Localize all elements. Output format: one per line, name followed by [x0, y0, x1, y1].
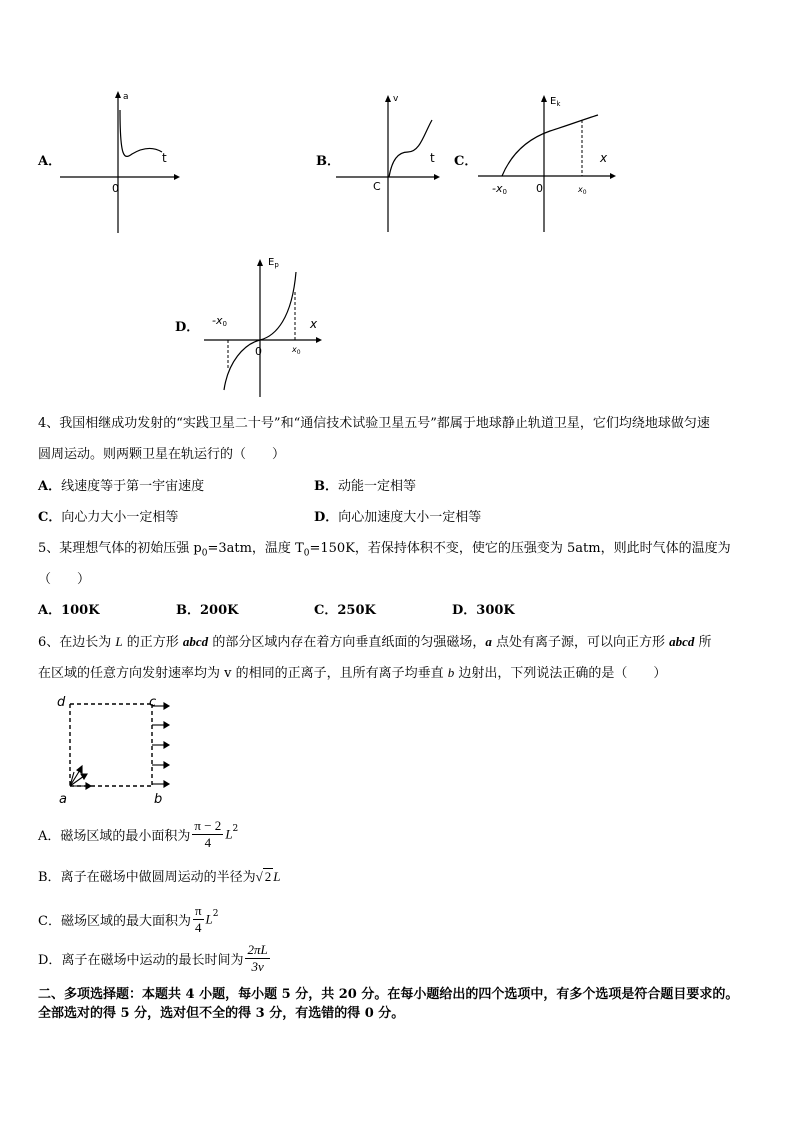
q5-sub2: 0 [303, 548, 310, 559]
graph-d-x0-main: x [292, 345, 297, 354]
graph-c-y-letter: E [550, 96, 557, 107]
graph-d [200, 252, 324, 397]
q6-option-d-fraction [245, 942, 269, 975]
graph-c-x0-main: x [578, 185, 583, 194]
q6-t6: 在区域的任意方向发射速率均为 v 的相同的正离子，且所有离子均垂直 [38, 666, 448, 681]
q6-option-c[interactable] [38, 903, 219, 936]
q5-text-a: 5、某理想气体的初始压强 p [38, 541, 202, 556]
q5-option-a-text: 100K [61, 603, 100, 618]
q4-option-c[interactable] [38, 509, 178, 527]
graph-b-origin: C [373, 180, 381, 193]
q6-stem-line1 [38, 633, 712, 652]
q5-option-c[interactable] [314, 602, 376, 620]
graph-c-neg-x0-main: -x [492, 182, 503, 195]
q6-a: a [485, 634, 492, 649]
q6-option-c-den: 4 [195, 920, 202, 935]
q6-option-d-num: 2πL [247, 942, 268, 957]
q4-option-a[interactable] [38, 478, 204, 496]
q6-t3: 的部分区域内存在着方向垂直纸面的匀强磁场， [208, 635, 486, 650]
q6-option-d-text: 离子在磁场中运动的最长时间为 [61, 953, 244, 968]
q5-stem-line2: （ ） [38, 572, 91, 587]
q6-option-c-label: C． [38, 914, 61, 929]
graph-d-x-label: x [310, 317, 318, 331]
q6-fig-b: b [154, 792, 163, 807]
graph-d-y-sub: p [274, 261, 279, 269]
q6-option-a-sup: 2 [232, 823, 239, 834]
q6-option-a-fraction [192, 818, 223, 851]
q6-option-c-sup: 2 [212, 908, 219, 919]
q6-option-b-L: L [273, 869, 281, 884]
graph-c-origin: 0 [536, 182, 543, 195]
q5-option-b-text: 200K [200, 603, 239, 618]
q6-option-a-num: π − 2 [194, 818, 222, 833]
graph-d-neg-x0 [212, 314, 227, 328]
q5-option-d[interactable] [452, 602, 515, 620]
q4-option-d[interactable] [314, 509, 481, 527]
q6-b: b [447, 665, 455, 680]
q6-option-c-fraction [193, 903, 204, 936]
graph-c-x-label: x [600, 151, 608, 165]
graph-b-x-label: t [430, 151, 435, 165]
graph-c-x0-sub: 0 [582, 189, 587, 196]
q5-option-b[interactable] [176, 602, 238, 620]
q6-option-a-text: 磁场区域的最小面积为 [60, 829, 191, 844]
graph-d-x0 [291, 345, 301, 356]
q6-abcd2: abcd [669, 634, 695, 649]
q6-abcd: abcd [182, 634, 209, 649]
q4-stem-line1: 4、我国相继成功发射的“实践卫星二十号”和“通信技术试验卫星五号”都属于地球静止轨道卫星，它们均绕地球做匀速 [38, 416, 710, 431]
graph-a-origin: 0 [112, 182, 119, 195]
q5-option-b-label: B． [176, 603, 200, 618]
section2-header-line2: 全部选对的得 5 分，选对但不全的得 3 分，有选错的得 0 分。 [38, 1006, 405, 1021]
q6-stem-line2 [38, 664, 666, 683]
q6-option-a[interactable] [38, 818, 238, 851]
graph-c-label: C． [454, 154, 478, 169]
q4-option-d-text: 向心加速度大小一定相等 [338, 510, 482, 525]
q6-t7: 边射出，下列说法正确的是（ ） [454, 666, 667, 681]
graph-a-y-label: a [123, 92, 129, 102]
q5-option-c-text: 250K [337, 603, 376, 618]
q5-option-d-label: D． [452, 603, 477, 618]
q5-text-c: =150K，若保持体积不变，使它的压强变为 5atm，则此时气体的温度为 [309, 541, 731, 556]
q6-option-d-label: D． [38, 953, 62, 968]
graph-c-y-sub: k [556, 100, 561, 108]
graph-a [60, 88, 180, 233]
q4-option-a-text: 线速度等于第一宇宙速度 [61, 479, 205, 494]
graph-d-neg-x0-sub: 0 [222, 320, 227, 328]
graph-c-neg-x0-sub: 0 [502, 188, 507, 196]
graph-d-label: D． [175, 320, 200, 335]
q4-option-c-label: C． [38, 510, 62, 525]
q6-option-a-L: L [225, 826, 233, 842]
graph-c-neg-x0 [492, 182, 507, 196]
q6-option-a-label: A． [38, 829, 61, 844]
q6-L: L [115, 634, 123, 649]
q6-option-a-den: 4 [204, 835, 212, 850]
q5-stem-line1 [38, 540, 731, 563]
q6-square-figure [50, 692, 180, 807]
q5-option-c-label: C． [314, 603, 338, 618]
graph-d-y-label [268, 257, 279, 269]
q6-option-b-sqrt: √ 2 [255, 869, 272, 884]
q5-text-b: =3atm，温度 T [207, 541, 304, 556]
q6-t2: 的正方形 [122, 635, 183, 650]
q5-option-a-label: A． [38, 603, 62, 618]
q6-option-b-sqrt-arg: 2 [264, 869, 272, 884]
q4-option-d-label: D． [314, 510, 339, 525]
q5-sub1: 0 [201, 548, 208, 559]
q4-stem-line2: 圆周运动。则两颗卫星在轨运行的（ ） [38, 447, 286, 462]
q6-t5: 所 [694, 635, 712, 650]
graph-d-origin: 0 [255, 345, 262, 358]
graph-b [336, 90, 441, 232]
graph-a-x-label: t [162, 151, 167, 165]
q6-t4: 点处有离子源，可以向正方形 [491, 635, 670, 650]
q6-t1: 6、在边长为 [38, 635, 116, 650]
graph-b-label: B． [316, 154, 340, 169]
q4-option-b-label: B． [314, 479, 338, 494]
q5-option-d-text: 300K [476, 603, 515, 618]
section2-header-line1: 二、多项选择题：本题共 4 小题，每小题 5 分，共 20 分。在每小题给出的四个选项中，有多个选项是符合题目要求的。 [38, 987, 739, 1002]
q6-option-c-text: 磁场区域的最大面积为 [60, 914, 191, 929]
graph-a-label: A． [38, 154, 62, 169]
graph-d-neg-x0-main: -x [212, 314, 223, 327]
q6-option-b-text: 离子在磁场中做圆周运动的半径为 [60, 870, 256, 885]
q6-option-c-L: L [205, 911, 213, 927]
graph-c-x0 [577, 185, 587, 196]
graph-c-y-label [550, 96, 561, 108]
q6-option-b-label: B． [38, 870, 61, 885]
graph-d-y-letter: E [268, 257, 275, 268]
q4-option-b[interactable] [314, 478, 416, 496]
graph-b-y-label: v [393, 94, 399, 104]
q4-option-c-text: 向心力大小一定相等 [61, 510, 179, 525]
graph-d-x0-sub: 0 [296, 349, 301, 356]
q4-option-b-text: 动能一定相等 [338, 479, 417, 494]
q5-option-a[interactable] [38, 602, 100, 620]
q6-option-c-num: π [194, 903, 202, 918]
q6-fig-c: c [149, 695, 157, 710]
q6-option-d[interactable] [38, 942, 272, 975]
q4-option-a-label: A． [38, 479, 62, 494]
q6-option-b[interactable] [38, 868, 280, 887]
q6-fig-a: a [59, 792, 67, 807]
q6-fig-d: d [57, 695, 66, 710]
graph-c [478, 90, 618, 232]
q6-option-d-den: 3v [251, 959, 264, 974]
